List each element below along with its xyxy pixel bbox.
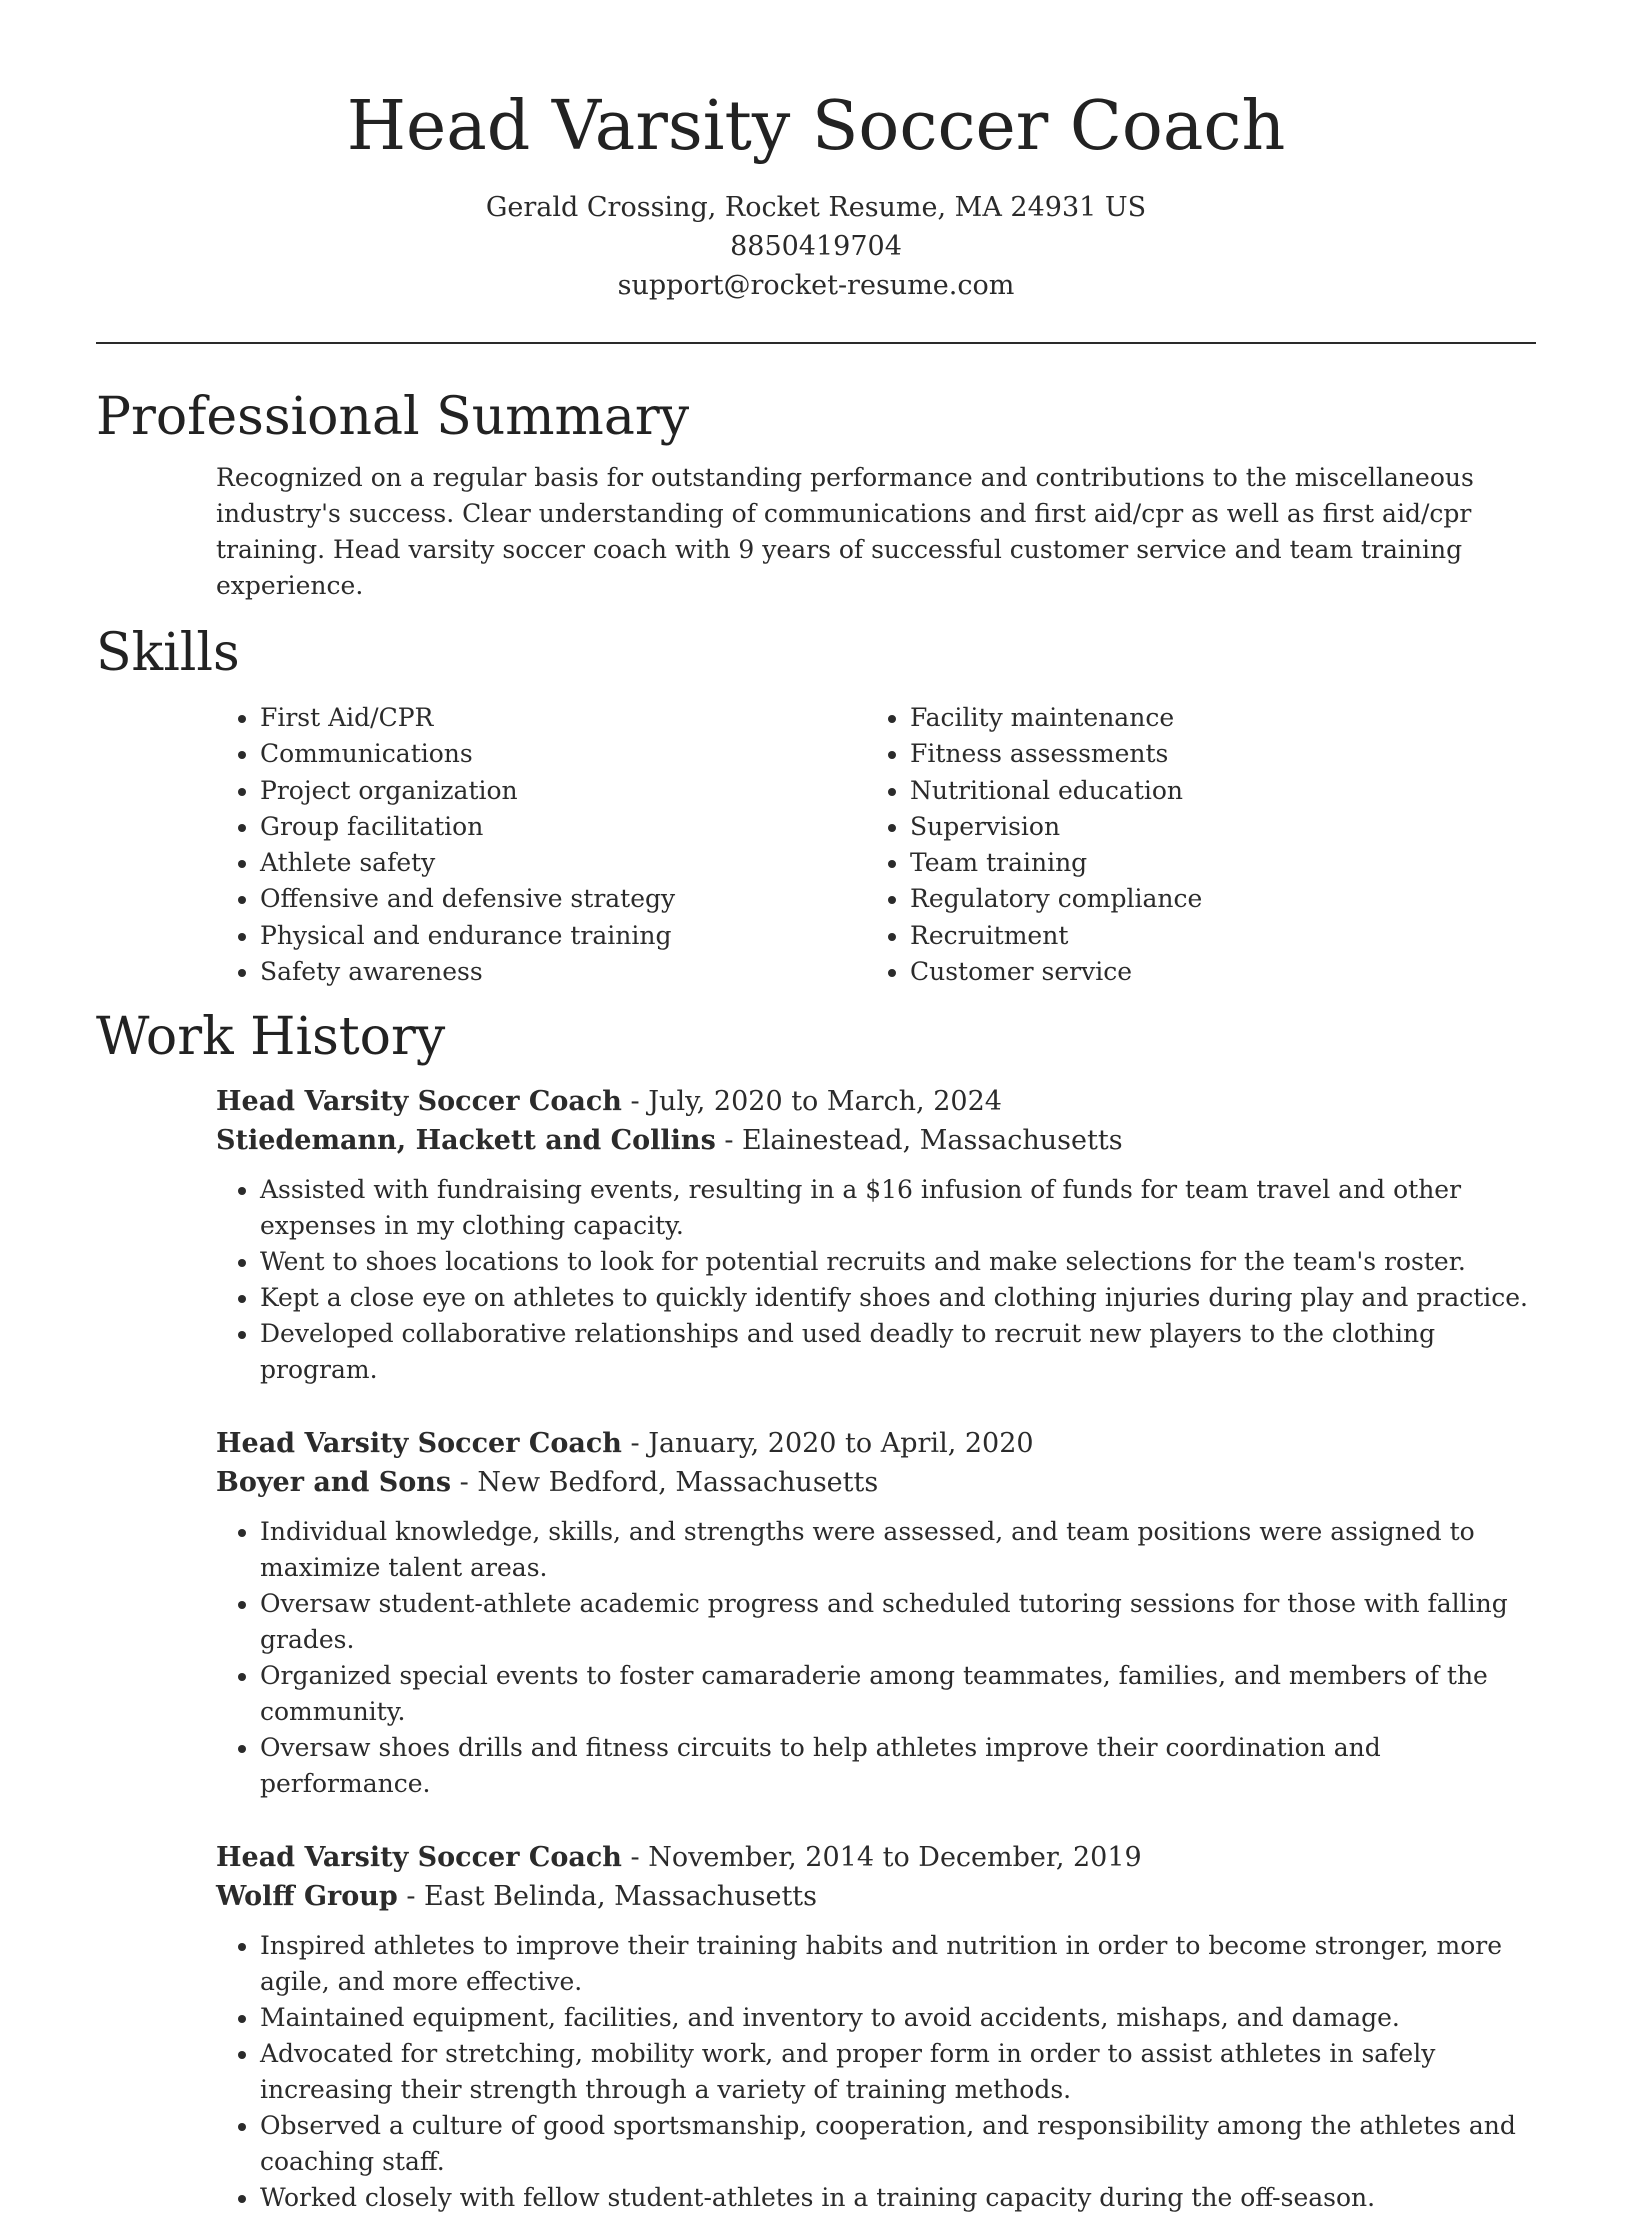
skill-item: • Supervision — [910, 809, 1510, 845]
work-history-heading: Work History — [96, 1007, 446, 1068]
job-role-line — [216, 1424, 1536, 1463]
resume-header — [96, 0, 1536, 305]
job-bullet: • Assisted with fundraising events, resulting in a $16 infusion of funds for team travel and other expenses in my clothing capacity. — [260, 1172, 1536, 1244]
skills-heading: Skills — [96, 623, 240, 683]
skill-item: • Regulatory compliance — [910, 881, 1510, 917]
skill-item: • Recruitment — [910, 918, 1510, 954]
skill-item: • Facility maintenance — [910, 700, 1510, 736]
skill-item: • Project organization — [260, 773, 866, 809]
job-dates: - January, 2020 to April, 2020 — [621, 1428, 1034, 1460]
summary-text: Recognized on a regular basis for outstanding performance and contributions to the miscellaneous industry's success. Clear understanding of communications and first aid/cpr as well as first aid/cpr training. Head varsity soccer coach with 9 years of successful customer service and team training experience. — [216, 463, 1474, 600]
job-location: - East Belinda, Massachusetts — [397, 1881, 818, 1913]
skill-item: • Athlete safety — [260, 845, 866, 881]
contact-email: support@rocket-resume.com — [617, 270, 1015, 301]
job-bullets — [216, 1928, 1536, 2216]
skill-item: • Group facilitation — [260, 809, 866, 845]
job-entry — [216, 1424, 1536, 1802]
job-role: Head Varsity Soccer Coach — [216, 1086, 622, 1118]
header-divider — [96, 342, 1536, 344]
skill-item: • Customer service — [910, 954, 1510, 990]
job-bullet: • Oversaw shoes drills and fitness circuits to help athletes improve their coordination and performance. — [260, 1730, 1536, 1802]
job-location: - Elainestead, Massachusetts — [715, 1125, 1123, 1157]
job-bullet: • Organized special events to foster camaraderie among teammates, families, and members of the community. — [260, 1658, 1536, 1730]
skills-column-right — [866, 700, 1510, 990]
skill-item: • Offensive and defensive strategy — [260, 881, 866, 917]
job-role: Head Varsity Soccer Coach — [216, 1842, 622, 1874]
job-company-line — [216, 1463, 1536, 1502]
skill-item: • Team training — [910, 845, 1510, 881]
candidate-title: Head Varsity Soccer Coach — [346, 87, 1286, 166]
contact-address: Gerald Crossing, Rocket Resume, MA 24931 US — [485, 192, 1147, 223]
job-bullet: • Observed a culture of good sportsmanship, cooperation, and responsibility among the athletes and coaching staff. — [260, 2108, 1536, 2180]
job-bullet: • Went to shoes locations to look for potential recruits and make selections for the team's roster. — [260, 1244, 1536, 1280]
job-bullet: • Kept a close eye on athletes to quickly identify shoes and clothing injuries during play and practice. — [260, 1280, 1536, 1316]
job-entry — [216, 1082, 1536, 1388]
job-bullet: • Advocated for stretching, mobility work, and proper form in order to assist athletes in safely increasing their strength through a variety of training methods. — [260, 2036, 1536, 2108]
job-company-line — [216, 1877, 1536, 1916]
job-bullet: • Individual knowledge, skills, and strengths were assessed, and team positions were assigned to maximize talent areas. — [260, 1514, 1536, 1586]
job-company-line — [216, 1121, 1536, 1160]
skills-column-left — [216, 700, 866, 990]
job-bullets — [216, 1514, 1536, 1802]
job-bullet: • Worked closely with fellow student-athletes in a training capacity during the off-season. — [260, 2180, 1536, 2216]
summary-heading: Professional Summary — [96, 387, 690, 447]
skill-item: • First Aid/CPR — [260, 700, 866, 736]
job-bullet: • Maintained equipment, facilities, and inventory to avoid accidents, mishaps, and damage. — [260, 2000, 1536, 2036]
job-bullet: • Developed collaborative relationships and used deadly to recruit new players to the clothing program. — [260, 1316, 1536, 1388]
job-company: Stiedemann, Hackett and Collins — [216, 1125, 716, 1157]
skill-item: • Safety awareness — [260, 954, 866, 990]
job-dates: - November, 2014 to December, 2019 — [621, 1842, 1142, 1874]
job-company: Boyer and Sons — [216, 1467, 452, 1499]
skill-item: • Nutritional education — [910, 773, 1510, 809]
skills-list — [216, 700, 1536, 990]
resume-page — [96, 0, 1536, 2216]
job-bullet: • Oversaw student-athlete academic progress and scheduled tutoring sessions for those with falling grades. — [260, 1586, 1536, 1658]
skill-item: • Physical and endurance training — [260, 918, 866, 954]
job-company: Wolff Group — [216, 1881, 398, 1913]
contact-phone: 8850419704 — [730, 231, 902, 262]
contact-block — [96, 188, 1536, 305]
job-role: Head Varsity Soccer Coach — [216, 1428, 622, 1460]
job-role-line — [216, 1082, 1536, 1121]
job-bullets — [216, 1172, 1536, 1388]
job-role-line — [216, 1838, 1536, 1877]
skill-item: • Communications — [260, 736, 866, 772]
job-dates: - July, 2020 to March, 2024 — [621, 1086, 1002, 1118]
job-location: - New Bedford, Massachusetts — [451, 1467, 879, 1499]
job-entry — [216, 1838, 1536, 2216]
skill-item: • Fitness assessments — [910, 736, 1510, 772]
job-bullet: • Inspired athletes to improve their training habits and nutrition in order to become stronger, more agile, and more effective. — [260, 1928, 1536, 2000]
